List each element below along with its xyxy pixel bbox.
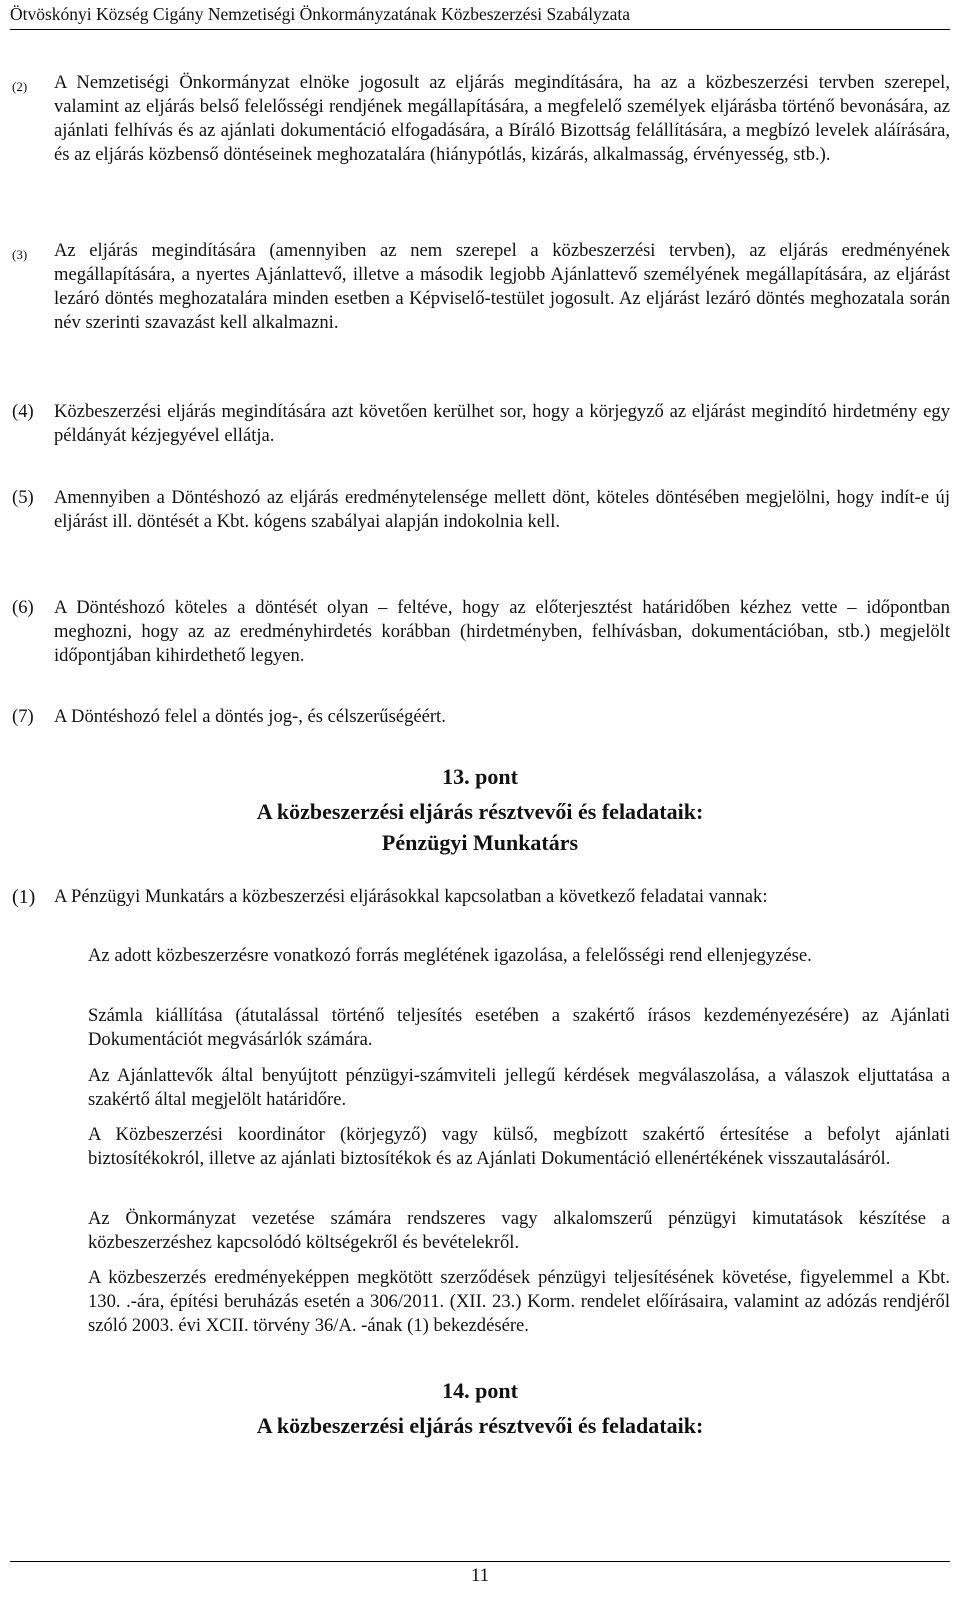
- paragraph-7: [12, 705, 950, 729]
- paragraph-number: (4): [12, 401, 34, 422]
- paragraph-text: A Nemzetiségi Önkormányzat elnöke jogosult az eljárás megindítására, ha az a közbeszerzési tervben szerepel, valamint az eljárás belső felelősségi rendjének megállapítására, a megfelelő személyek eljárásba történő bevonására, az ajánlati felhívás és az ajánlati dokumentáció elfogadására, a Bíráló Bizottság felállítására, a megbízó levelek aláírására, és az eljárás közbenső döntéseinek meghozatalára (hiánypótlás, kizárás, alkalmasság, érvényesség, stb.).: [54, 72, 950, 165]
- paragraph-5: [12, 486, 950, 534]
- task-item: Az adott közbeszerzésre vonatkozó forrás meglétének igazolása, a felelősségi rend ellenjegyzése.: [88, 945, 812, 966]
- paragraph-number: (1): [12, 886, 36, 908]
- page-header: Ötvöskónyi Község Cigány Nemzetiségi Önkormányzatának Közbeszerzési Szabályzata: [10, 4, 950, 30]
- paragraph-text: A Pénzügyi Munkatárs a közbeszerzési eljárásokkal kapcsolatban a következő feladatai vannak:: [54, 886, 768, 907]
- paragraph-2: [12, 71, 950, 167]
- task-item: A közbeszerzés eredményeképpen megkötött szerződések pénzügyi teljesítésének követése, figyelemmel a Kbt. 130. .-ára, építési beruházás esetén a 306/2011. (XII. 23.) Korm. rendelet előírásaira, valamint az adózás rendjéről szóló 2003. évi XCII. törvény 36/A. -ának (1) bekezdésére.: [88, 1267, 950, 1336]
- paragraph-4: [12, 400, 950, 448]
- task-item: Az Ajánlattevők által benyújtott pénzügyi-számviteli jellegű kérdések megválaszolása, a válaszok eljuttatása a szakértő által megjelölt határidőre.: [88, 1065, 950, 1110]
- paragraph-number: (7): [12, 706, 34, 727]
- section-13-point: 13. pont: [442, 764, 518, 789]
- section-14-point: 14. pont: [442, 1378, 518, 1403]
- paragraph-text: A Döntéshozó felel a döntés jog-, és célszerűségéért.: [54, 706, 446, 727]
- paragraph-number: (6): [12, 597, 34, 618]
- paragraph-number: (3): [12, 247, 28, 262]
- section-13-subtitle: Pénzügyi Munkatárs: [381, 830, 579, 855]
- paragraph-number: (2): [12, 79, 28, 94]
- section-14-title: A közbeszerzési eljárás résztvevői és feladataik:: [256, 1413, 704, 1438]
- paragraph-text: A Döntéshozó köteles a döntését olyan – feltéve, hogy az előterjesztést határidőben kézhez vette – időpontban meghozni, hogy az az eredményhirdetés korábban (hirdetményben, felhívásban, dokumentációban, stb.) megjelölt időpontjában kihirdethető legyen.: [54, 597, 950, 666]
- paragraph-text: Az eljárás megindítására (amennyiben az nem szerepel a közbeszerzési tervben), az eljárás eredményének megállapítására, a nyertes Ajánlattevő, illetve a második legjobb Ajánlattevő személyének megállapítására, az eljárást lezáró döntés meghozatalára minden esetben a Képviselő-testület jogosult. Az eljárást lezáró döntés meghozatala során név szerinti szavazást kell alkalmazni.: [54, 240, 950, 333]
- task-item: Az Önkormányzat vezetése számára rendszeres vagy alkalomszerű pénzügyi kimutatások készítése a közbeszerzéshez kapcsolódó költségekről és bevételekről.: [88, 1208, 950, 1253]
- task-item: Számla kiállítása (átutalással történő teljesítés esetében a szakértő írásos kezdeményezésére) az Ajánlati Dokumentációt megvásárlók számára.: [88, 1005, 950, 1050]
- paragraph-6: [12, 596, 950, 668]
- page-number: 11: [10, 1561, 950, 1590]
- section-13-title: A közbeszerzési eljárás résztvevői és feladataik:: [256, 799, 704, 824]
- paragraph-13-1: [12, 885, 950, 909]
- task-item: A Közbeszerzési koordinátor (körjegyző) vagy külső, megbízott szakértő értesítése a befolyt ajánlati biztosítékokról, illetve az ajánlati biztosítékok és az Ajánlati Dokumentáció ellenértékének visszautalásáról.: [88, 1124, 950, 1169]
- paragraph-number: (5): [12, 487, 34, 508]
- paragraph-text: Amennyiben a Döntéshozó az eljárás eredménytelensége mellett dönt, köteles döntésében megjelölni, hogy indít-e új eljárást ill. döntését a Kbt. kógens szabályai alapján indokolnia kell.: [54, 487, 950, 532]
- paragraph-3: [12, 239, 950, 335]
- paragraph-text: Közbeszerzési eljárás megindítására azt követően kerülhet sor, hogy a körjegyző az eljárást megindító hirdetmény egy példányát kézjegyével ellátja.: [54, 401, 950, 446]
